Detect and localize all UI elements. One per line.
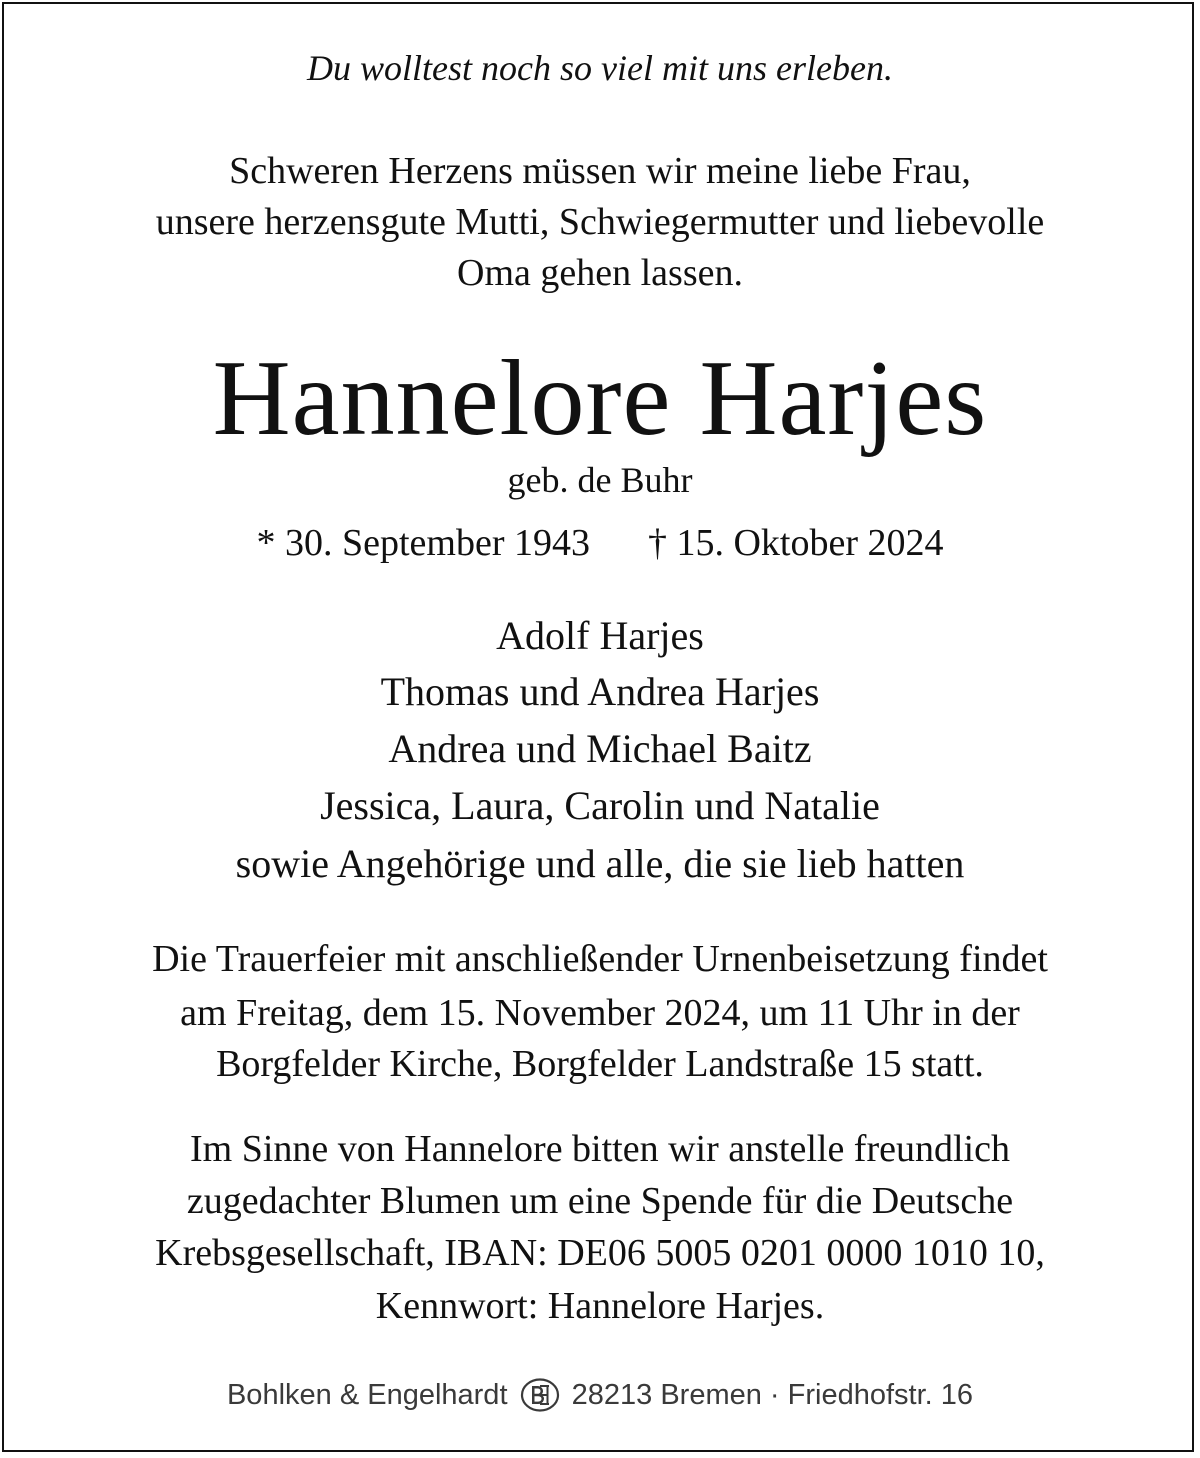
- funeral-home-logo-icon: [520, 1378, 560, 1412]
- service-line-3: Borgfelder Kirche, Borgfelder Landstraße 15 statt.: [216, 1043, 984, 1085]
- motto: Du wolltest noch so viel mit uns erleben.: [307, 48, 893, 88]
- donation-line-1: Im Sinne von Hannelore bitten wir anstelle freundlich: [190, 1128, 1010, 1170]
- deceased-name: Hannelore Harjes: [212, 339, 988, 458]
- intro-line-1: Schweren Herzens müssen wir meine liebe Frau,: [229, 150, 971, 192]
- funeral-home-footer: [0, 1378, 1200, 1412]
- mourner-4: Jessica, Laura, Carolin und Natalie: [320, 783, 880, 828]
- donation-line-3: Krebsgesellschaft, IBAN: DE06 5005 0201 0000 1010 10,: [155, 1232, 1045, 1274]
- birth-name: geb. de Buhr: [507, 460, 693, 500]
- mourner-2: Thomas und Andrea Harjes: [380, 669, 820, 714]
- intro-line-3: Oma gehen lassen.: [457, 252, 743, 294]
- birth-date: * 30. September 1943: [256, 522, 590, 564]
- mourner-5: sowie Angehörige und alle, die sie lieb hatten: [235, 841, 965, 886]
- donation-line-4: Kennwort: Hannelore Harjes.: [375, 1285, 825, 1327]
- intro-line-2: unsere herzensgute Mutti, Schwiegermutter und liebevolle: [155, 201, 1045, 243]
- death-date: † 15. Oktober 2024: [647, 522, 944, 564]
- life-dates: [0, 524, 1200, 562]
- funeral-home-name: Bohlken & Engelhardt: [226, 1379, 508, 1411]
- donation-line-2: zugedachter Blumen um eine Spende für die Deutsche: [186, 1180, 1014, 1222]
- funeral-home-address: 28213 Bremen · Friedhofstr. 16: [571, 1379, 974, 1411]
- service-line-1: Die Trauerfeier mit anschließender Urnenbeisetzung findet: [152, 938, 1048, 980]
- mourner-3: Andrea und Michael Baitz: [388, 726, 812, 771]
- mourner-1: Adolf Harjes: [496, 613, 704, 658]
- service-line-2: am Freitag, dem 15. November 2024, um 11 Uhr in der: [180, 992, 1020, 1034]
